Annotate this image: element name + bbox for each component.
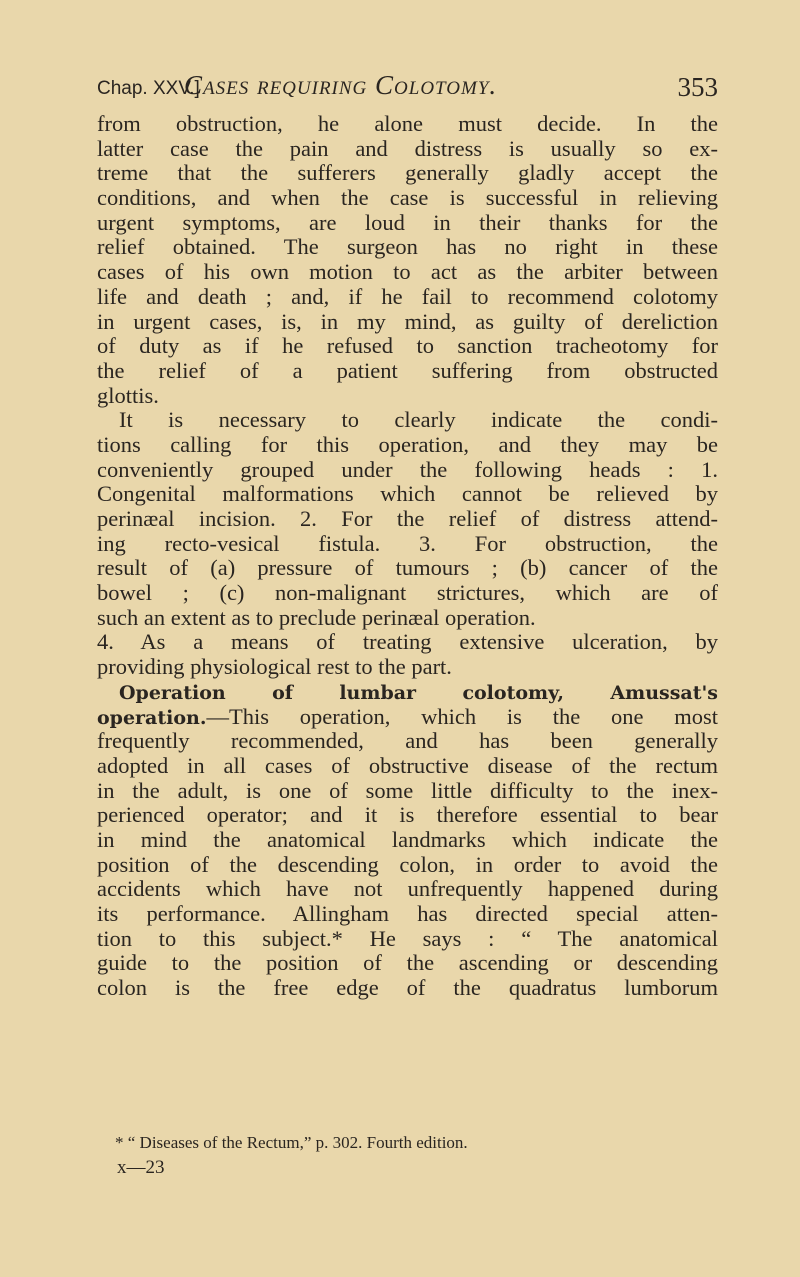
page-number: 353 [677, 72, 718, 102]
text-line: conditions, and when the case is successful in relieving [97, 185, 718, 211]
text-line: relief obtained. The surgeon has no right in these [97, 234, 718, 260]
text-line: accidents which have not unfrequently happened during [97, 876, 718, 902]
text-line: guide to the position of the ascending or descending [97, 950, 718, 976]
text-line: perinæal incision. 2. For the relief of distress attend- [97, 506, 718, 531]
text-line: in urgent cases, is, in my mind, as guilty of dereliction [97, 308, 718, 334]
text-line: It is necessary to clearly indicate the condi- [119, 407, 718, 433]
text-line: urgent symptoms, are loud in their thanks for the [97, 209, 718, 235]
text-line: adopted in all cases of obstructive disease of the rectum [97, 752, 718, 778]
footnote: * “ Diseases of the Rectum,” p. 302. Fourth edition. [115, 1133, 468, 1152]
section-heading: Operation of lumbar colotomy, Amussat's [119, 681, 718, 704]
signature-mark: x—23 [117, 1157, 165, 1178]
text-line: frequently recommended, and has been generally [97, 728, 718, 754]
text-line: bowel ; (c) non-malignant strictures, which are of [97, 580, 718, 606]
text-line: result of (a) pressure of tumours ; (b) cancer of the [97, 555, 718, 581]
text-line: such an extent as to preclude perinæal operation. [97, 604, 536, 630]
text-line: providing physiological rest to the part. [97, 654, 452, 680]
text-line: the relief of a patient suffering from obstructed [97, 357, 718, 383]
body-text [97, 112, 718, 1001]
text-line: of duty as if he refused to sanction tracheotomy for [97, 333, 718, 359]
text-line: Congenital malformations which cannot be relieved by [97, 481, 718, 507]
text-line: life and death ; and, if he fail to recommend colotomy [97, 283, 718, 309]
running-title: Cases requiring Colotomy. [184, 70, 498, 100]
text-line: position of the descending colon, in order to avoid the [97, 851, 718, 877]
text-line: from obstruction, he alone must decide. In the [97, 111, 718, 136]
running-header [97, 66, 718, 106]
section-heading-cont: operation. [97, 706, 207, 729]
text-line: conveniently grouped under the following heads : 1. [97, 456, 718, 482]
text-span: —This operation, which is the one most [206, 703, 718, 729]
chapter-label: Chap. XXV.] [97, 78, 200, 99]
text-line: in the adult, is one of some little difficulty to the inex- [97, 777, 718, 803]
text-line: glottis. [97, 382, 159, 408]
text-line: its performance. Allingham has directed special atten- [97, 901, 718, 926]
text-line: tions calling for this operation, and they may be [97, 431, 718, 457]
text-line [97, 705, 718, 730]
text-line: cases of his own motion to act as the arbiter between [97, 259, 718, 285]
text-line: colon is the free edge of the quadratus lumborum [97, 975, 718, 1001]
text-line: treme that the sufferers generally gladly accept the [97, 160, 718, 186]
text-line: perienced operator; and it is therefore essential to bear [97, 802, 718, 828]
text-line: latter case the pain and distress is usually so ex- [97, 135, 718, 161]
text-line: in mind the anatomical landmarks which indicate the [97, 826, 718, 852]
text-line: tion to this subject.* He says : “ The anatomical [97, 925, 718, 951]
text-line: 4. As a means of treating extensive ulceration, by [97, 629, 718, 655]
text-line: ing recto-vesical fistula. 3. For obstruction, the [97, 530, 718, 556]
text-line [97, 680, 718, 705]
